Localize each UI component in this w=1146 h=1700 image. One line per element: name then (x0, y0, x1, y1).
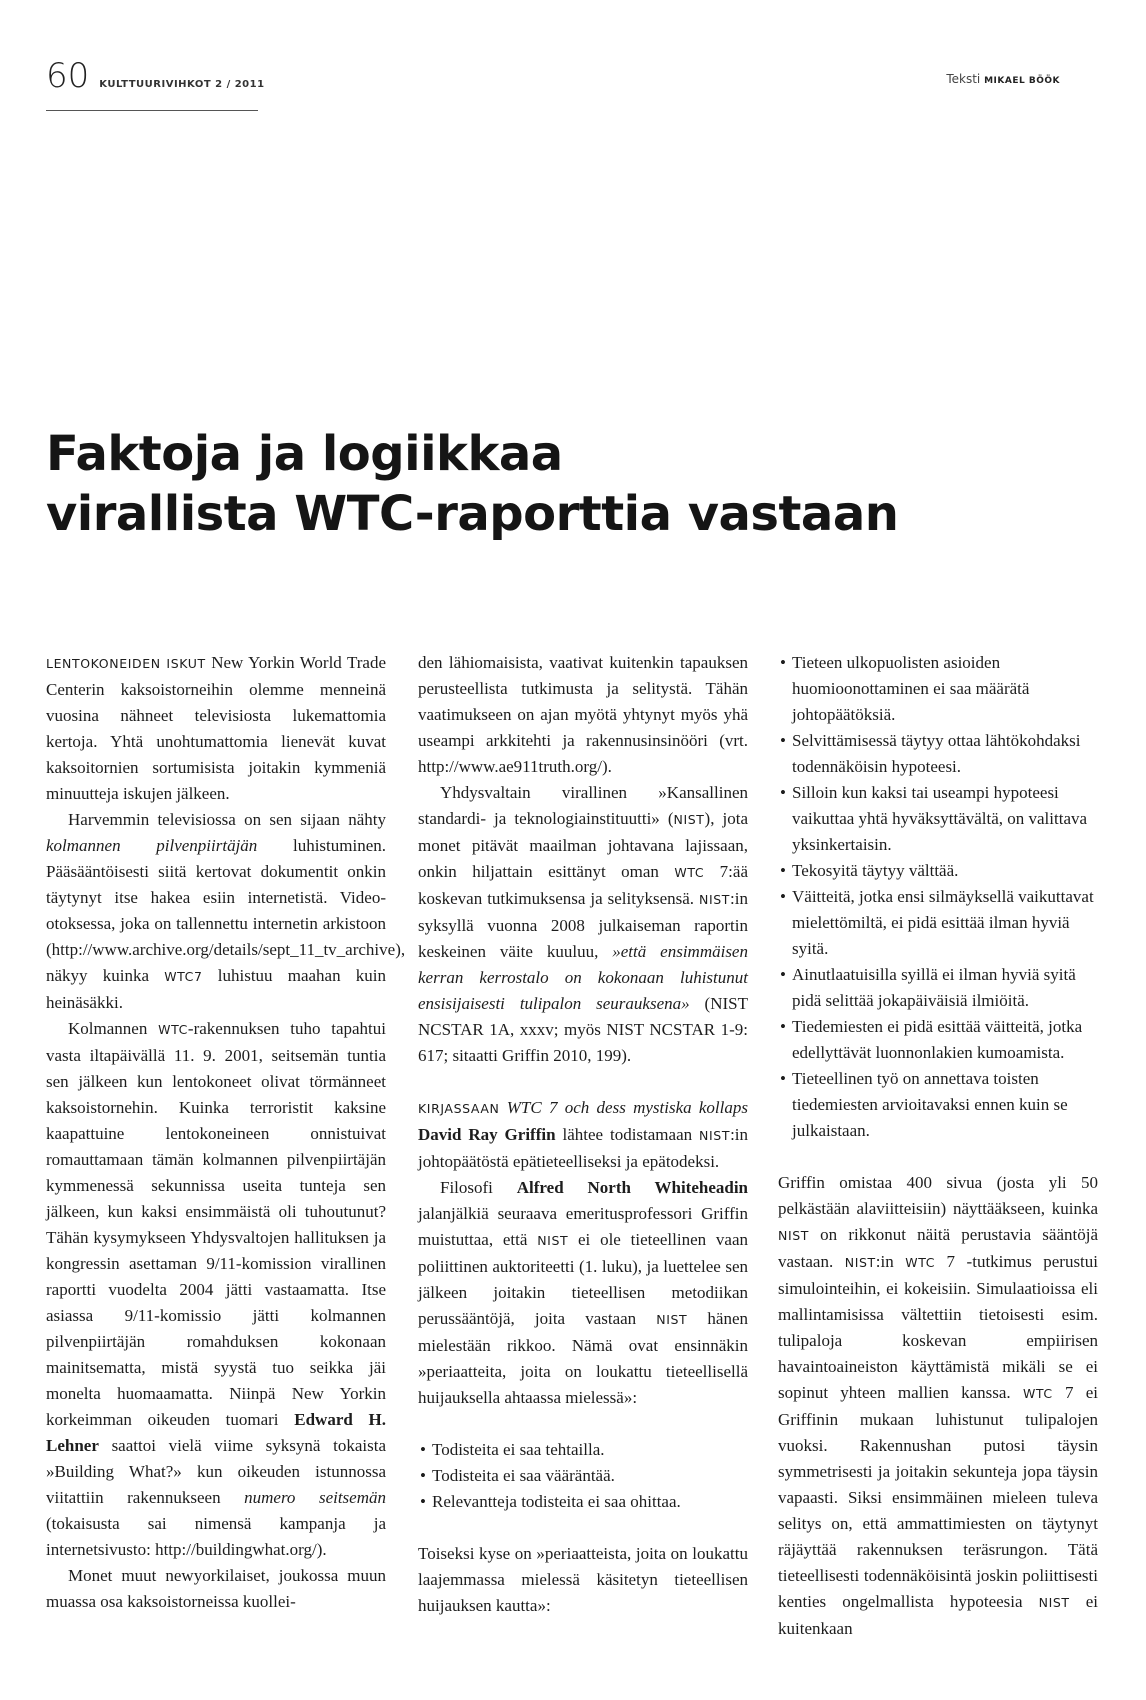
paragraph (418, 1095, 748, 1175)
text: :in syksyllä vuonna 2008 julkaiseman raportin keskeinen väite kuuluu, (418, 889, 748, 961)
text: ), jota monet pitävät maailman johtavana lajissaan, onkin hiljattain esittänyt oman (418, 809, 749, 881)
small-caps: WTC (905, 1255, 936, 1270)
lead-in: LENTOKONEIDEN ISKUT (46, 656, 206, 671)
person-name: Alfred North Whiteheadin (516, 1178, 749, 1197)
column-2 (418, 650, 748, 1619)
list-item: • Todisteita ei saa tehtailla. (418, 1437, 748, 1463)
text: ei ole tieteellinen vaan poliittinen auktoriteetti (1. luku), ja luettelee sen jälkeen joitakin tieteellisen metodiikan perussääntöjä, joita vastaan (418, 1230, 749, 1328)
text: Filosofi (440, 1178, 493, 1197)
text: :in (875, 1252, 894, 1271)
text: Kolmannen (68, 1019, 148, 1038)
column-1 (46, 650, 406, 1615)
citation: (NIST NCSTAR 1A, xxxv; myös NIST NCSTAR 1-9: 617; sitaatti Griffin 2010, 199). (418, 994, 748, 1065)
principles-list-2 (778, 650, 1098, 1144)
text: Harvemmin televisiossa on sen sijaan nähty (68, 810, 386, 829)
text: -rakennuksen tuho tapahtui vasta iltapäivällä 11. 9. 2001, seitsemän tuntia sen jälkeen kun lentokoneet olivat törmänneet kaksoistornehin. Kuinka terroristit kaksine kaapattuine lentokoneineen onnistuivat romauttamaan tämän kolmannen pilvenpiirtäjän kymmenessä sekunnissa useita tunteja sen jälkeen, kun kaksi ensimmäistä oli tuhoutunut? Tähän kysymykseen Yhdysvaltojen hallituksen ja kongressin asettaman 9/11-komission virallinen raportti vuodelta 2004 jätti vastaamatta. Itse asiassa 9/11-komissio jätti kolmannen pilvenpiirtäjän romahduksen kokonaan mainitsematta, mistä syystä tuo seikka jäi monelta huomaamatta. Niinpä New Yorkin korkeimman oikeuden tuomari (46, 1019, 387, 1429)
byline (946, 72, 1060, 86)
list-item: • Tiedemiesten ei pidä esittää väitteitä, jotka edellyttävät luonnonlakien kumoamista. (778, 1014, 1098, 1066)
list-item: • Relevantteja todisteita ei saa ohittaa. (418, 1489, 748, 1515)
page-number: 60 (46, 56, 90, 96)
paragraph (418, 1175, 748, 1411)
small-caps: NIST (699, 892, 731, 907)
paragraph (46, 650, 386, 807)
text: ei kuitenkaan (778, 1592, 1098, 1638)
small-caps: WTC (674, 865, 705, 880)
person-name: Edward H. Lehner (46, 1410, 387, 1455)
paragraph: Monet muut newyorkilaiset, joukossa muun muassa osa kaksoistorneissa kuollei- (46, 1566, 386, 1611)
magazine-name: KULTTUURIVIHKOT 2 / 2011 (99, 79, 265, 90)
list-item: • Tieteellinen työ on annettava toisten tiedemiesten arvioitavaksi ennen kuin se julkaistaan. (778, 1066, 1098, 1144)
emphasis: numero seitsemän (244, 1488, 386, 1507)
small-caps: WTC (1022, 1386, 1053, 1401)
paragraph (418, 780, 748, 1069)
small-caps: WTC7 (164, 969, 203, 984)
text: 7 ei Griffinin mukaan luhistunut tulipalojen vuoksi. Rakennushan putosi täysin symmetrisesti ja joitakin sekunteja jopa täysin vapaasti. Siksi ensimmäinen mieleen tuleva selitys on, että ammattimiesten on täytynyt räjäyttää rakennuksen teräsrungon. Tätä tieteellisesti todennäköisintä joskin poliittisesti kenties ongelmallista hypoteesia (778, 1383, 1099, 1611)
text: 7:ää koskevan tutkimuksensa ja selityksensä. (418, 862, 748, 908)
paragraph (778, 1170, 1098, 1642)
text: Griffin omistaa 400 sivua (josta yli 50 pelkästään alaviitteisiin) näyttääkseen, kuinka (778, 1173, 1098, 1218)
text: Yhdysvaltain virallinen »Kansallinen standardi- ja teknologiainstituutti» ( (418, 783, 748, 828)
list-item: • Silloin kun kaksi tai useampi hypoteesi vaikuttaa yhtä hyväksyttävältä, on valittava yksinkertaisin. (778, 780, 1098, 858)
text: New Yorkin World Trade Centerin kaksoistorneihin olemme menneinä vuosina nähneet televisiosta lukemattomia kertoja. Yhtä unohtumattomia lienevät kuvat kaksoitornien sortumisista joitakin kymmeniä minuutteja iskujen jälkeen. (46, 653, 387, 803)
small-caps: NIST (699, 1128, 731, 1143)
text: (tokaisusta sai nimensä kampanja ja internetsivusto: http://buildingwhat.org/). (46, 1514, 386, 1559)
list-item: • Ainutlaatuisilla syillä ei ilman hyviä syitä pidä selittää jokapäiväisiä ilmiöitä. (778, 962, 1098, 1014)
small-caps: NIST (778, 1228, 810, 1243)
byline-label: Teksti (946, 72, 981, 86)
text: saattoi vielä viime syksynä tokaista »Building What?» kun oikeuden istunnossa viitattiin rakennukseen (46, 1436, 387, 1507)
paragraph (46, 807, 406, 1016)
list-item: • Todisteita ei saa vääräntää. (418, 1463, 748, 1489)
paragraph (46, 1016, 386, 1563)
list-item: • Tekosyitä täytyy välttää. (778, 858, 1098, 884)
person-name: David Ray Griffin (418, 1125, 556, 1144)
text: jalanjälkiä seuraava emeritusprofessori Griffin muistuttaa, että (418, 1204, 748, 1249)
emphasis: kolmannen pilvenpiirtäjän (46, 836, 258, 855)
principles-list-1 (418, 1437, 748, 1515)
article-title (46, 424, 1006, 544)
small-caps: NIST (656, 1312, 688, 1327)
title-line-1: Faktoja ja logiikkaa (46, 426, 563, 482)
text: 7 -tutkimus perustui simulointeihin, ei kokeisiin. Simulaatioissa eli mallintamisissa vältettiin tietoisesti esim. tulipaloja koskevan empiirisen havaintoaineiston käyttämistä mikäli se ei sopinut yhteen mallien kanssa. (778, 1252, 1099, 1402)
paragraph: Toiseksi kyse on »periaatteista, joita on loukattu laajemmassa mielessä käsitetyn tieteellisen huijauksen kautta»: (418, 1544, 748, 1615)
title-line-2: virallista WTC-raporttia vastaan (46, 486, 899, 542)
text: hänen mielestään rikkoo. Nämä ovat ensinnäkin »periaatteita, joita on loukattu tieteellisellä huijauksella ahtaassa mielessä»: (418, 1309, 748, 1407)
quote: »että ensimmäisen kerran kerrostalo on kokonaan luhistunut ensisijaisesti tulipalon seurauksena» (418, 942, 748, 1013)
column-3 (778, 650, 1098, 1642)
text: luhistuu maahan kuin heinäsäkki. (46, 966, 387, 1012)
list-item: • Väitteitä, jotka ensi silmäyksellä vaikuttavat mielettömiltä, ei pidä esittää ilman hyviä syitä. (778, 884, 1098, 962)
text: on rikkonut näitä perustavia sääntöjä vastaan. (778, 1225, 1098, 1271)
list-item: • Selvittämisessä täytyy ottaa lähtökohdaksi todennäköisin hypoteesi. (778, 728, 1098, 780)
small-caps: NIST (844, 1255, 876, 1270)
book-title: WTC 7 och dess mystiska kollaps (506, 1098, 748, 1117)
list-item: • Tieteen ulkopuolisten asioiden huomioonottaminen ei saa määrätä johtopäätöksiä. (778, 650, 1098, 728)
small-caps: NIST (537, 1233, 569, 1248)
text: :in johtopäätöstä epätieteelliseksi ja epätodeksi. (418, 1125, 749, 1171)
author-name: MIKAEL BÖÖK (984, 76, 1060, 86)
small-caps: NIST (1038, 1595, 1070, 1610)
header-rule (46, 110, 258, 111)
small-caps: NIST (673, 812, 705, 827)
text: luhistuminen. Pääsääntöisesti siitä kertovat dokumentit onkin täytynyt itse hakea esiin internetistä. Video-otoksessa, joka on tallennettu internetin arkistoon (http://www.archive.org/details/sept_11_tv_archive), näkyy kuinka (46, 836, 406, 985)
page-header-left (46, 56, 265, 96)
text: lähtee todistamaan (562, 1125, 693, 1144)
small-caps: WTC (158, 1022, 188, 1037)
paragraph: den lähiomaisista, vaativat kuitenkin tapauksen perusteellista tutkimusta ja selitystä. Tähän vaatimukseen on ajan myötä yhtynyt myös yhä useampi arkkitehti ja rakennusinsinööri (vrt. http://www.ae911truth.org/). (418, 653, 748, 776)
lead-in: KIRJASSAAN (418, 1101, 500, 1116)
